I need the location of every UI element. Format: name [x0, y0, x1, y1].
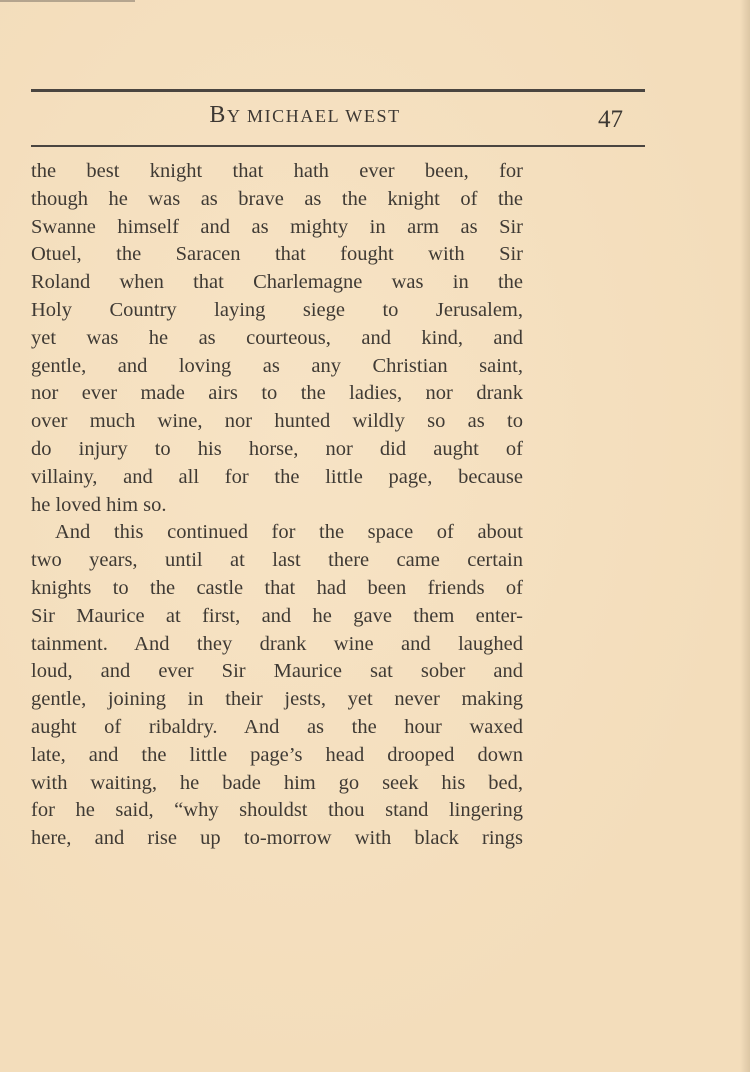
page-edge-shadow: [740, 0, 750, 1072]
running-title-smallcaps: Y MICHAEL WEST: [226, 106, 401, 126]
text-line: though he was as brave as the knight of the: [31, 187, 523, 210]
text-line: here, and rise up to-morrow with black rings: [31, 827, 523, 850]
body-text: [31, 158, 523, 853]
running-title: [31, 102, 579, 129]
text-line: Holy Country laying siege to Jerusalem,: [31, 298, 523, 321]
text-line: And this continued for the space of about: [55, 521, 523, 544]
text-line: for he said, “why shouldst thou stand lingering: [31, 799, 523, 822]
text-line: over much wine, nor hunted wildly so as to: [31, 410, 523, 433]
text-line: yet was he as courteous, and kind, and: [31, 326, 523, 349]
text-line: Swanne himself and as mighty in arm as Sir: [31, 215, 523, 238]
text-line: the best knight that hath ever been, for: [31, 160, 523, 182]
text-line: do injury to his horse, nor did aught of: [31, 437, 523, 460]
text-line: gentle, and loving as any Christian saint,: [31, 354, 523, 377]
text-line: knights to the castle that had been friends of: [31, 576, 523, 599]
running-title-initial: B: [209, 102, 227, 128]
top-edge-mark: [0, 0, 135, 2]
text-line: Otuel, the Saracen that fought with Sir: [31, 243, 523, 266]
text-line: late, and the little page’s head drooped down: [31, 743, 523, 766]
text-line: aught of ribaldry. And as the hour waxed: [31, 715, 523, 738]
text-line: loud, and ever Sir Maurice sat sober and: [31, 660, 523, 683]
page-number: 47: [598, 106, 623, 133]
text-line: two years, until at last there came certain: [31, 549, 523, 572]
text-line: Sir Maurice at first, and he gave them enter-: [31, 604, 523, 627]
running-head: [31, 100, 645, 136]
text-line: Roland when that Charlemagne was in the: [31, 271, 523, 294]
text-line: villainy, and all for the little page, because: [31, 465, 523, 488]
text-line: he loved him so.: [31, 493, 167, 516]
text-line: tainment. And they drank wine and laughed: [31, 632, 523, 655]
text-line: gentle, joining in their jests, yet never making: [31, 688, 523, 711]
text-line: with waiting, he bade him go seek his bed,: [31, 771, 523, 794]
text-line: nor ever made airs to the ladies, nor drank: [31, 382, 523, 405]
header-rule-top: [31, 89, 645, 92]
header-rule-bottom: [31, 145, 645, 147]
